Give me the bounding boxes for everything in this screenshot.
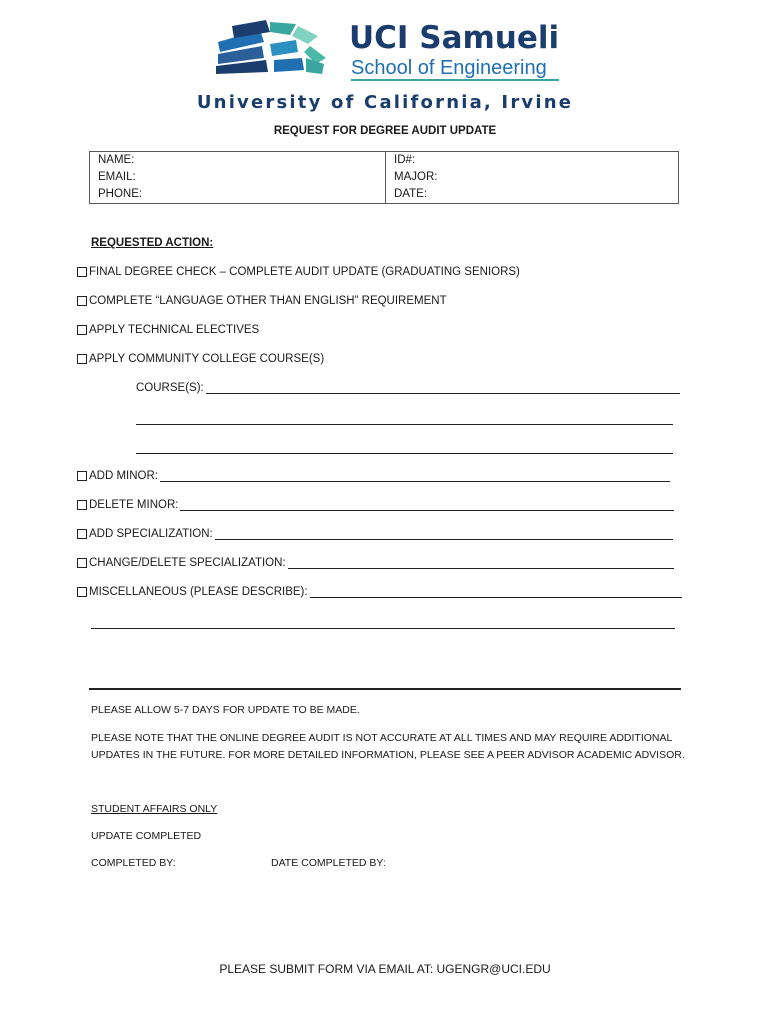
add-minor-label: ADD MINOR:: [89, 470, 158, 482]
change-specialization-line[interactable]: [288, 557, 674, 569]
courses-line-3[interactable]: [136, 453, 673, 454]
university-name: University of California, Irvine: [196, 92, 574, 113]
tech-electives-checkbox[interactable]: [77, 325, 87, 335]
change-specialization-label: CHANGE/DELETE SPECIALIZATION:: [89, 557, 286, 569]
tech-electives-label: APPLY TECHNICAL ELECTIVES: [89, 324, 260, 336]
major-field[interactable]: MAJOR:: [386, 169, 679, 186]
add-specialization-label: ADD SPECIALIZATION:: [89, 528, 213, 540]
logo-school: School of Engineering: [351, 57, 547, 79]
delete-minor-checkbox[interactable]: [77, 500, 87, 510]
requested-action-heading: REQUESTED ACTION:: [91, 237, 214, 249]
misc-line[interactable]: [310, 586, 682, 598]
student-affairs-heading: STUDENT AFFAIRS ONLY: [91, 803, 218, 815]
community-college-checkbox[interactable]: [77, 354, 87, 364]
courses-line-2[interactable]: [136, 424, 673, 425]
completed-by-label: COMPLETED BY:: [91, 857, 176, 869]
option-delete-minor: [77, 499, 674, 511]
option-add-minor: [77, 470, 670, 482]
option-misc: [77, 586, 682, 598]
misc-line-2[interactable]: [91, 628, 675, 629]
delete-minor-line[interactable]: [180, 499, 674, 511]
add-specialization-line[interactable]: [215, 528, 673, 540]
option-change-specialization: [77, 557, 674, 569]
student-info-table: [89, 151, 679, 204]
form-title: REQUEST FOR DEGREE AUDIT UPDATE: [273, 125, 497, 137]
submit-instructions: PLEASE SUBMIT FORM VIA EMAIL AT: UGENGR@UCI.EDU: [219, 962, 551, 976]
section-divider: [89, 688, 681, 690]
community-college-label: APPLY COMMUNITY COLLEGE COURSE(S): [89, 353, 325, 365]
phone-field[interactable]: PHONE:: [90, 186, 386, 204]
option-community-college: [77, 353, 324, 365]
update-completed-label: UPDATE COMPLETED: [91, 830, 202, 842]
courses-line[interactable]: [206, 382, 680, 394]
add-minor-line[interactable]: [160, 470, 670, 482]
add-minor-checkbox[interactable]: [77, 471, 87, 481]
uci-samueli-logo: [214, 18, 564, 82]
accuracy-note: PLEASE NOTE THAT THE ONLINE DEGREE AUDIT IS NOT ACCURATE AT ALL TIMES AND MAY REQUIRE ADDITIONAL UPDATES IN THE FUTURE. FOR MORE DETAILED INFORMATION, PLEASE SEE A PEER ADVISOR ACADEMIC ADVISOR.: [91, 732, 685, 761]
option-tech-electives: [77, 324, 259, 336]
final-check-label: FINAL DEGREE CHECK – COMPLETE AUDIT UPDATE (GRADUATING SENIORS): [89, 266, 520, 278]
courses-row: [136, 382, 680, 394]
misc-checkbox[interactable]: [77, 587, 87, 597]
language-checkbox[interactable]: [77, 296, 87, 306]
logo-brand: UCI Samueli: [349, 20, 560, 56]
final-check-checkbox[interactable]: [77, 267, 87, 277]
add-specialization-checkbox[interactable]: [77, 529, 87, 539]
option-language: [77, 295, 447, 307]
id-field[interactable]: ID#:: [386, 152, 679, 170]
allow-note: PLEASE ALLOW 5-7 DAYS FOR UPDATE TO BE MADE.: [91, 704, 360, 716]
date-field[interactable]: DATE:: [386, 186, 679, 204]
delete-minor-label: DELETE MINOR:: [89, 499, 179, 511]
email-field[interactable]: EMAIL:: [90, 169, 386, 186]
option-final-check: [77, 266, 520, 278]
language-label: COMPLETE “LANGUAGE OTHER THAN ENGLISH” REQUIREMENT: [89, 295, 447, 307]
sunburst-icon: [216, 20, 326, 74]
date-completed-by-label: DATE COMPLETED BY:: [271, 857, 386, 869]
change-specialization-checkbox[interactable]: [77, 558, 87, 568]
option-add-specialization: [77, 528, 673, 540]
name-field[interactable]: NAME:: [90, 152, 386, 170]
courses-label: COURSE(S):: [136, 382, 204, 394]
misc-label: MISCELLANEOUS (PLEASE DESCRIBE):: [89, 586, 308, 598]
